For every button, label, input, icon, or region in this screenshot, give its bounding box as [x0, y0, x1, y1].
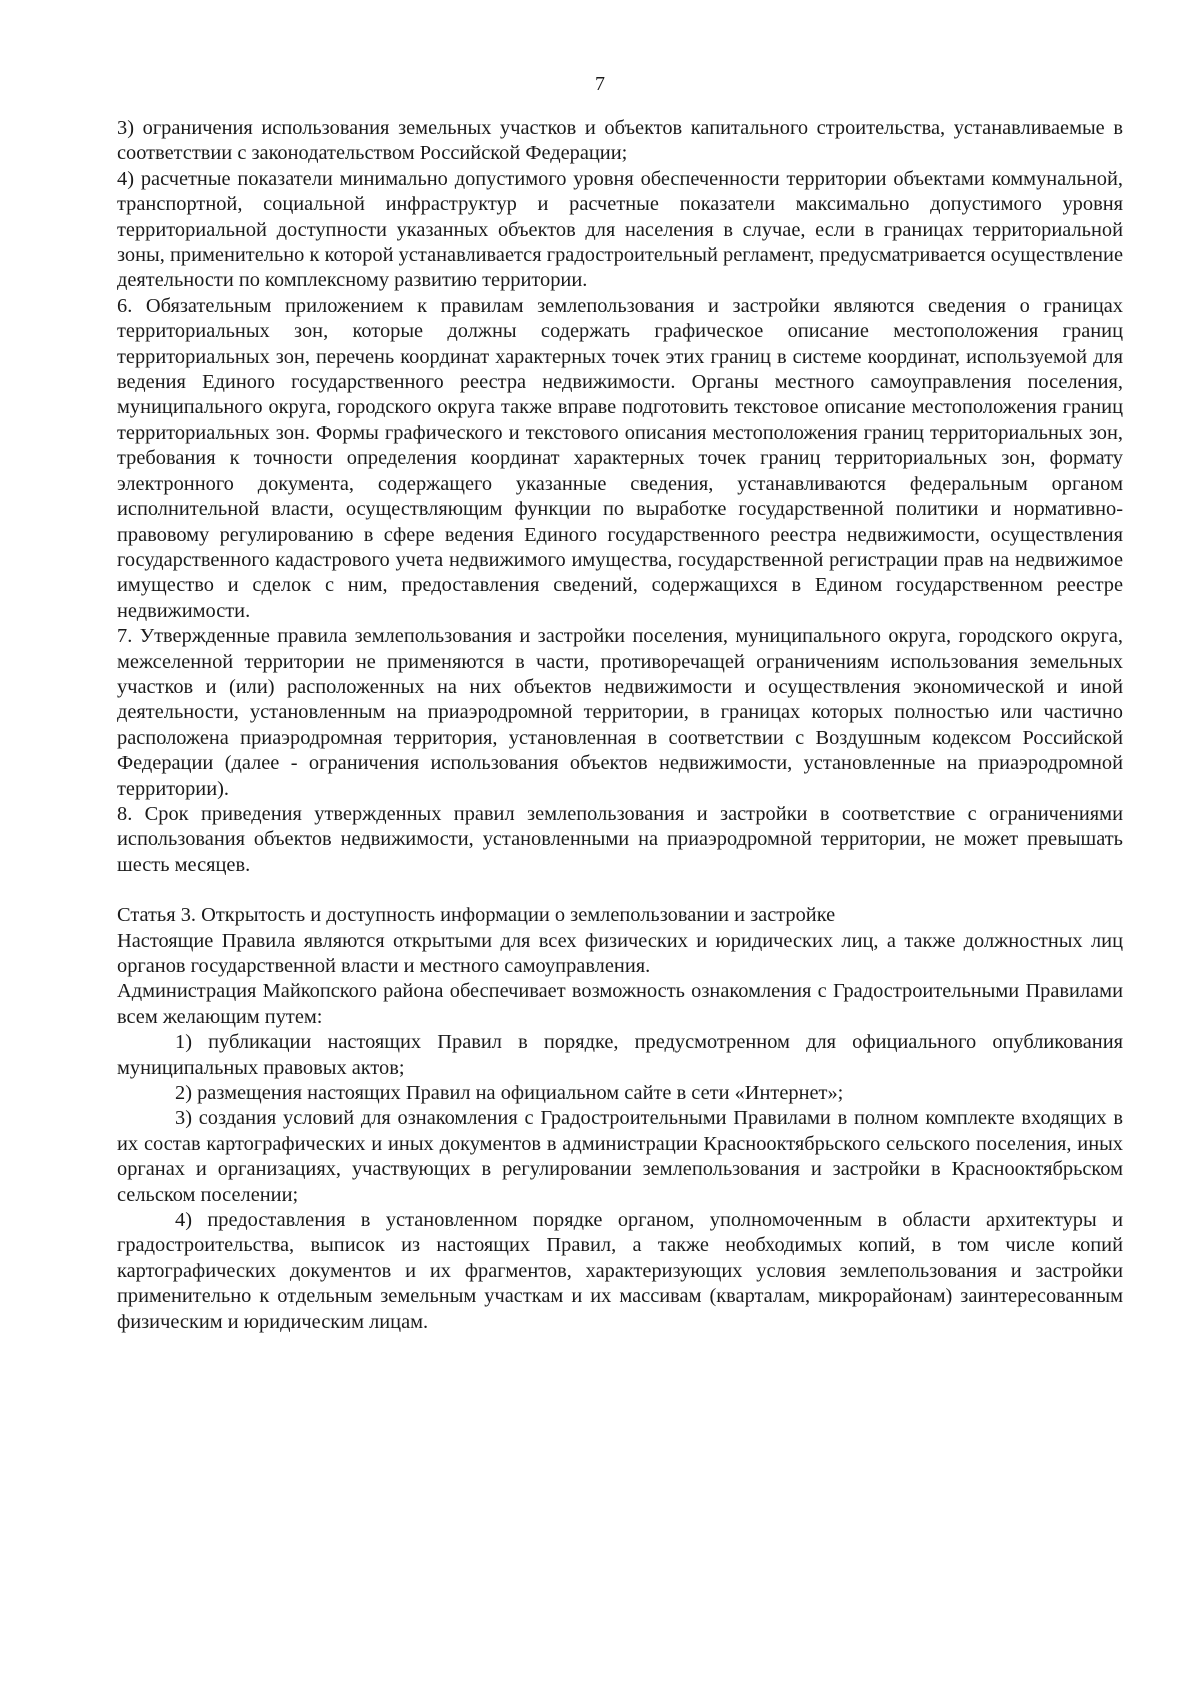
paragraph-section-6: 6. Обязательным приложением к правилам землепользования и застройки являются сведения о границах территориальных зон, которые должны содержать графическое описание местоположения границ территориальных зон, перечень координат характерных точек этих границ в системе координат, используемой для ведения Единого государственного реестра недвижимости. Органы местного самоуправления поселения, муниципального округа, городского округа также вправе подготовить текстовое описание местоположения границ территориальных зон. Формы графического и текстового описания местоположения границ территориальных зон, требования к точности определения координат характерных точек границ территориальных зон, формату электронного документа, содержащего указанные сведения, устанавливаются федеральным органом исполнительной власти, осуществляющим функции по выработке государственной политики и нормативно-правовому регулированию в сфере ведения Единого государственного реестра недвижимости, осуществления государственного кадастрового учета недвижимого имущества, государственной регистрации прав на недвижимое имущество и сделок с ним, предоставления сведений, содержащихся в Едином государственном реестре недвижимости.: [117, 294, 1123, 622]
article-title: Статья 3. Открытость и доступность информации о землепользовании и застройке: [117, 904, 836, 927]
article-list-item-3: 3) создания условий для ознакомления с Градостроительными Правилами в полном комплекте входящих в их состав картографических и иных документов в администрации Краснооктябрьского сельского поселения, иных органах и организациях, участвующих в регулировании землепользования и застройки в Краснооктябрьском сельском поселении;: [117, 1107, 1123, 1206]
article-list-item-2: 2) размещения настоящих Правил на официальном сайте в сети «Интернет»;: [175, 1082, 844, 1105]
page-number: 7: [595, 73, 605, 95]
paragraph-item-4: 4) расчетные показатели минимально допустимого уровня обеспеченности территории объектами коммунальной, транспортной, социальной инфраструктур и расчетные показатели максимально допустимого уровня территориальной доступности указанных объектов для населения в случае, если в границах территориальной зоны, применительно к которой устанавливается градостроительный регламент, предусматривается осуществление деятельности по комплексному развитию территории.: [117, 167, 1123, 292]
section-spacer: [117, 878, 1123, 903]
article-intro-openness: Настоящие Правила являются открытыми для всех физических и юридических лиц, а также должностных лиц органов государственной власти и местного самоуправления.: [117, 929, 1123, 977]
paragraph-item-3: 3) ограничения использования земельных участков и объектов капитального строительства, устанавливаемые в соответствии с законодательством Российской Федерации;: [117, 117, 1123, 165]
paragraph-section-8: 8. Срок приведения утвержденных правил землепользования и застройки в соответствие с ограничениями использования объектов недвижимости, установленными на приаэродромной территории, не может превышать шесть месяцев.: [117, 802, 1123, 876]
article-list-item-4: 4) предоставления в установленном порядке органом, уполномоченным в области архитектуры и градостроительства, выписок из настоящих Правил, а также необходимых копий, в том числе копий картографических документов и их фрагментов, характеризующих условия землепользования и застройки применительно к отдельным земельным участкам и их массивам (кварталам, микрорайонам) заинтересованным физическим и юридическим лицам.: [117, 1209, 1123, 1333]
article-intro-administration: Администрация Майкопского района обеспечивает возможность ознакомления с Градостроительными Правилами всем желающим путем:: [117, 980, 1123, 1028]
article-list-item-1: 1) публикации настоящих Правил в порядке, предусмотренном для официального опубликования муниципальных правовых актов;: [117, 1031, 1123, 1079]
paragraph-section-7: 7. Утвержденные правила землепользования и застройки поселения, муниципального округа, городского округа, межселенной территории не применяются в части, противоречащей ограничениям использования земельных участков и (или) расположенных на них объектов недвижимости и осуществления экономической и иной деятельности, установленным на приаэродромной территории, в границах которых полностью или частично расположена приаэродромная территория, установленная в соответствии с Воздушным кодексом Российской Федерации (далее - ограничения использования объектов недвижимости, установленные на приаэродромной территории).: [117, 625, 1123, 800]
page-content: [117, 116, 1123, 1335]
